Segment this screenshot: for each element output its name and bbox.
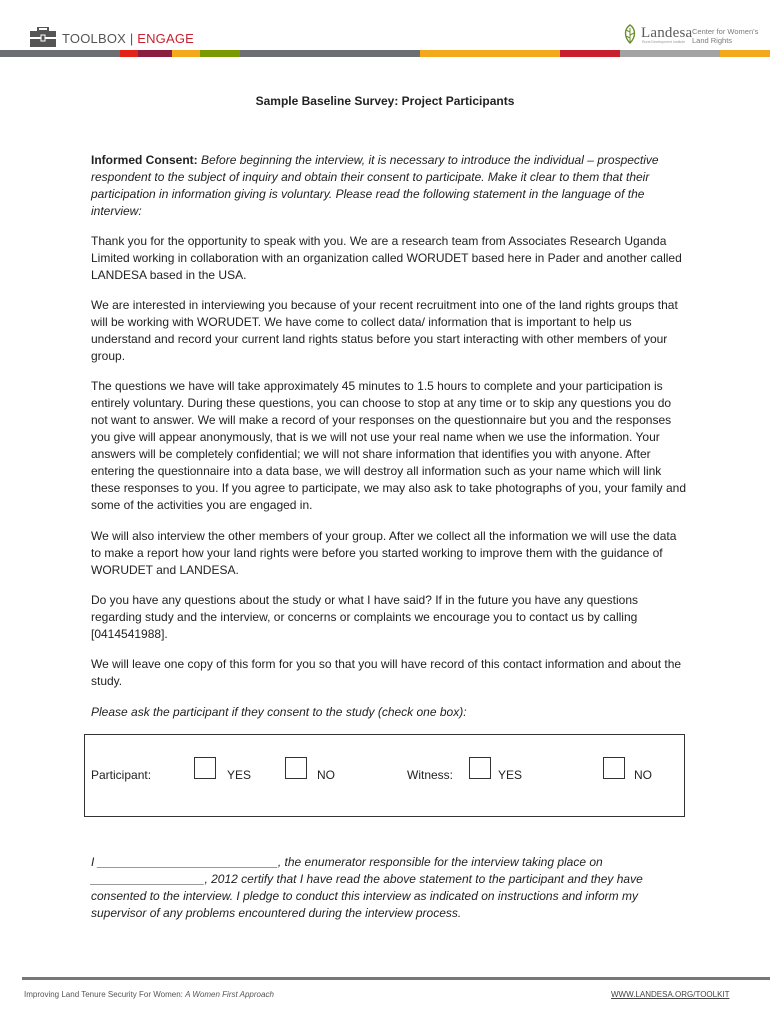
stripe-segment <box>200 50 240 57</box>
document-title: Sample Baseline Survey: Project Participants <box>255 94 515 108</box>
logo-tagline: Rural Development Institute <box>642 40 686 44</box>
footer-title <box>24 990 274 999</box>
logo-center-line1: Center for Women's <box>692 27 759 36</box>
stripe-segment <box>560 50 620 57</box>
participant-label: Participant: <box>91 768 152 782</box>
witness-yes-checkbox[interactable] <box>469 757 491 779</box>
stripe-segment <box>172 50 200 57</box>
paragraph-questions: Do you have any questions about the study or what I have said? If in the future you have any questions regarding study and the interview, or concerns or complaints we encourage you to contact us by calling [0414541988]. <box>91 593 639 641</box>
witness-label: Witness: <box>407 768 454 782</box>
toolkit-link[interactable]: WWW.LANDESA.ORG/TOOLKIT <box>611 990 730 999</box>
color-stripe <box>0 50 770 57</box>
stripe-segment <box>138 50 172 57</box>
paragraph-copy: We will leave one copy of this form for you so that you will have record of this contact information and about the study. <box>91 657 682 688</box>
participant-yes-checkbox[interactable] <box>194 757 216 779</box>
witness-yes-label: YES <box>498 768 523 782</box>
stripe-segment <box>240 50 420 57</box>
participant-yes-label: YES <box>227 768 252 782</box>
witness-no-label: NO <box>634 768 652 782</box>
informed-consent-paragraph <box>91 152 687 220</box>
stripe-segment <box>120 50 138 57</box>
informed-consent-text: Before beginning the interview, it is necessary to introduce the individual – prospective respondent to the subject of inquiry and obtain their consent to participate. Make it clear to them that their participation in information giving is voluntary. Please read the following statement in the language of the interview: <box>91 153 659 218</box>
participant-no-checkbox[interactable] <box>285 757 307 779</box>
paragraph-group-interviews: We will also interview the other members of your group. After we collect all the information we will use the data to make a report how your land rights were before you started working to improve them with the guidance of WORUDET and LANDESA. <box>91 529 677 577</box>
toolbox-engage-brand <box>62 31 194 46</box>
footer-divider <box>22 977 770 980</box>
logo-center-line2: Land Rights <box>692 36 733 45</box>
brand-engage: ENGAGE <box>137 31 195 46</box>
brand-toolbox: TOOLBOX <box>62 31 127 46</box>
stripe-segment <box>720 50 770 57</box>
brand-separator: | <box>129 31 134 46</box>
consent-instruction: Please ask the participant if they consent to the study (check one box): <box>91 705 467 719</box>
footer-title-italic: A Women First Approach <box>185 990 274 999</box>
landesa-leaf-icon <box>620 23 640 45</box>
paragraph-duration: The questions we have will take approximately 45 minutes to 1.5 hours to complete and your participation is entirely voluntary. During these questions, you can choose to stop at any time or to skip any questions you do not want to answer. We will make a record of your responses on the questionnaire but you and the responses you give will appear anonymously, that is we will not use your real name when we use the information. Your answers will be completely confidential; we will not share information that identifies you with anyone. After entering the questionnaire into a data base, we will destroy all information such as your name which will link these responses to you. If you agree to participate, we may also ask to take photographs of you, your family and some of the activities you are engaged in. <box>91 379 687 512</box>
logo-name: Landesa <box>641 25 693 41</box>
paragraph-purpose: We are interested in interviewing you because of your recent recruitment into one of the land rights groups that will be working with WORUDET. We have come to collect data/ information that is important to help us understand and record your current land rights status before you start interacting with other members of your group. <box>91 298 678 363</box>
witness-no-checkbox[interactable] <box>603 757 625 779</box>
participant-no-label: NO <box>317 768 335 782</box>
footer-title-text: Improving Land Tenure Security For Women: <box>24 990 186 999</box>
paragraph-introduction: Thank you for the opportunity to speak with you. We are a research team from Associates Research Uganda Limited working in collaboration with an organization called WORUDET based here in Pader and another called LANDESA based in the USA. <box>91 234 682 282</box>
stripe-segment <box>0 50 120 57</box>
consent-checkbox-table <box>84 734 685 817</box>
toolbox-icon <box>30 27 56 47</box>
informed-consent-label: Informed Consent: <box>91 153 198 167</box>
logo-center-text <box>692 27 758 45</box>
stripe-segment <box>420 50 560 57</box>
enumerator-certification: I ___________________________, the enumerator responsible for the interview taking place on _________________, 2012 certify that I have read the above statement to the participant and they have consented to the interview. I pledge to conduct this interview as indicated on instructions and inform my supervisor of any problems encountered during the interview process. <box>91 855 643 920</box>
stripe-segment <box>620 50 720 57</box>
